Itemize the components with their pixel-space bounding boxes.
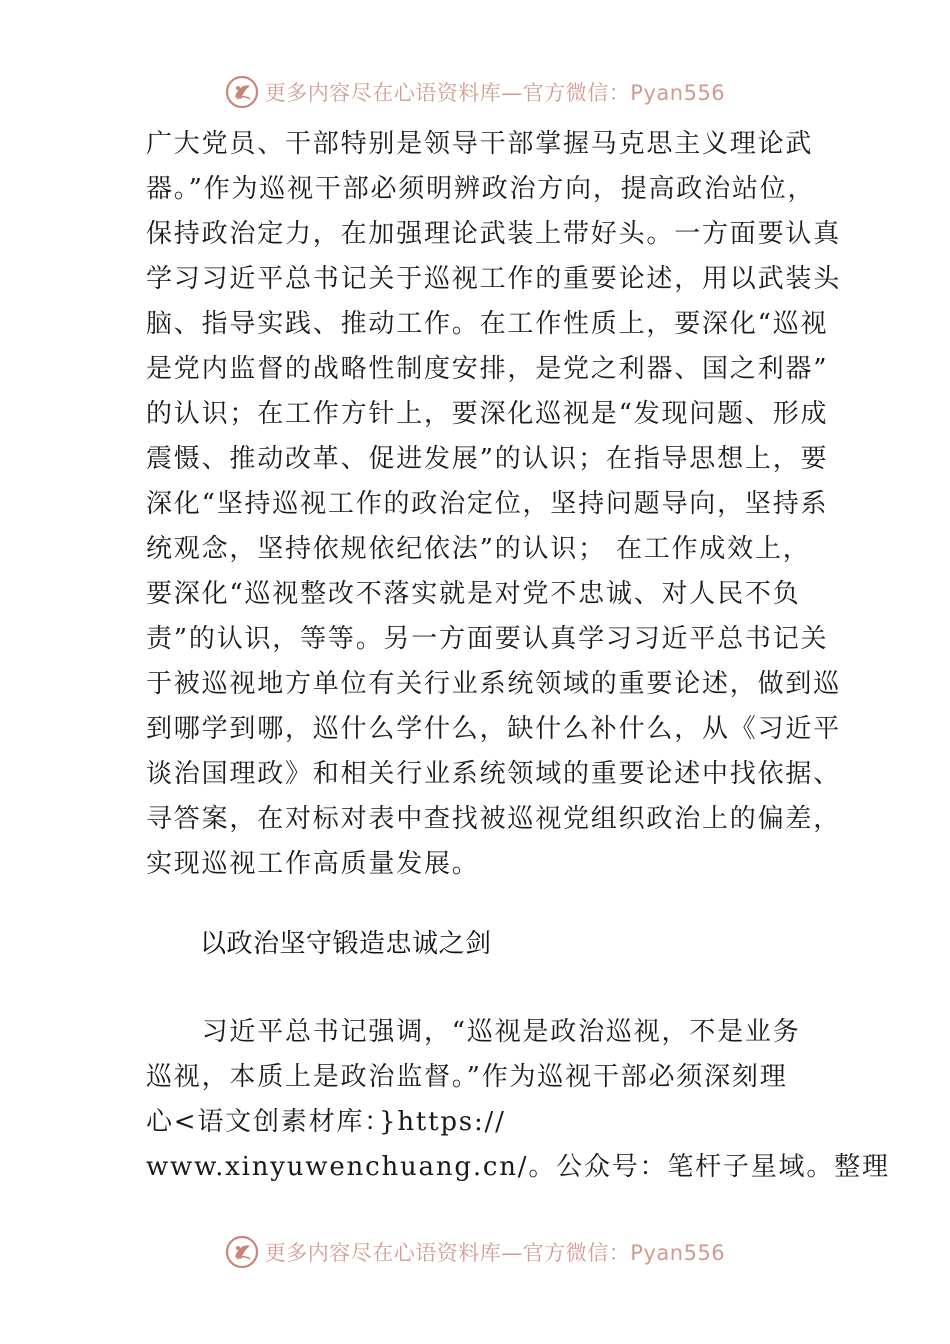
text-line: 保持政治定力，在加强理论武装上带好头。一方面要认真 bbox=[146, 219, 842, 249]
paragraph-2 bbox=[146, 1010, 890, 1190]
header-watermark-banner bbox=[0, 70, 950, 114]
text-line: 器。”作为巡视干部必须明辨政治方向，提高政治站位， bbox=[146, 174, 816, 204]
text-line: 统观念，坚持依规依纪依法”的认识； 在工作成效上， bbox=[146, 534, 811, 564]
text-line: 巡视，本质上是政治监督。”作为巡视干部必须深刻理 bbox=[146, 1062, 788, 1092]
text-line: 谈治国理政》和相关行业系统领域的重要论述中找依据、 bbox=[146, 759, 842, 789]
text-line: 脑、指导实践、推动工作。在工作性质上，要深化“巡视 bbox=[146, 309, 829, 339]
text-line: 到哪学到哪，巡什么学什么，缺什么补什么，从《习近平 bbox=[146, 714, 842, 744]
text-line: 震慑、推动改革、促进发展”的认识；在指导思想上，要 bbox=[146, 444, 829, 474]
text-line: 实现巡视工作高质量发展。 bbox=[146, 849, 480, 879]
text-line: 的认识；在工作方针上，要深化巡视是“发现问题、形成 bbox=[146, 399, 829, 429]
text-line: 广大党员、干部特别是领导干部掌握马克思主义理论武 bbox=[146, 129, 814, 159]
text-line: 于被巡视地方单位有关行业系统领域的重要论述，做到巡 bbox=[146, 669, 842, 699]
text-line: 心<语文创素材库：}https:// bbox=[146, 1107, 506, 1137]
flower-logo-icon bbox=[225, 1235, 259, 1269]
text-line: www.xinyuwenchuang.cn/。公众号：笔杆子星域。整理 bbox=[146, 1152, 890, 1182]
footer-watermark-banner bbox=[0, 1230, 950, 1274]
flower-logo-icon bbox=[225, 75, 259, 109]
watermark-text: 更多内容尽在心语资料库—官方微信：Pyan556 bbox=[264, 1241, 726, 1265]
text-line: 寻答案，在对标对表中查找被巡视党组织政治上的偏差， bbox=[146, 804, 842, 834]
section-heading: 以政治坚守锻造忠诚之剑 bbox=[200, 929, 492, 959]
text-line: 学习习近平总书记关于巡视工作的重要论述，用以武装头 bbox=[146, 264, 842, 294]
watermark-text: 更多内容尽在心语资料库—官方微信：Pyan556 bbox=[264, 81, 726, 105]
text-line: 深化“坚持巡视工作的政治定位，坚持问题导向，坚持系 bbox=[146, 489, 829, 519]
text-line: 责”的认识，等等。另一方面要认真学习习近平总书记关 bbox=[146, 624, 829, 654]
paragraph-1 bbox=[146, 122, 842, 887]
text-line: 是党内监督的战略性制度安排，是党之利器、国之利器” bbox=[146, 354, 829, 384]
text-line: 要深化“巡视整改不落实就是对党不忠诚、对人民不负 bbox=[146, 579, 801, 609]
text-line: 习近平总书记强调，“巡视是政治巡视，不是业务 bbox=[146, 1017, 801, 1047]
